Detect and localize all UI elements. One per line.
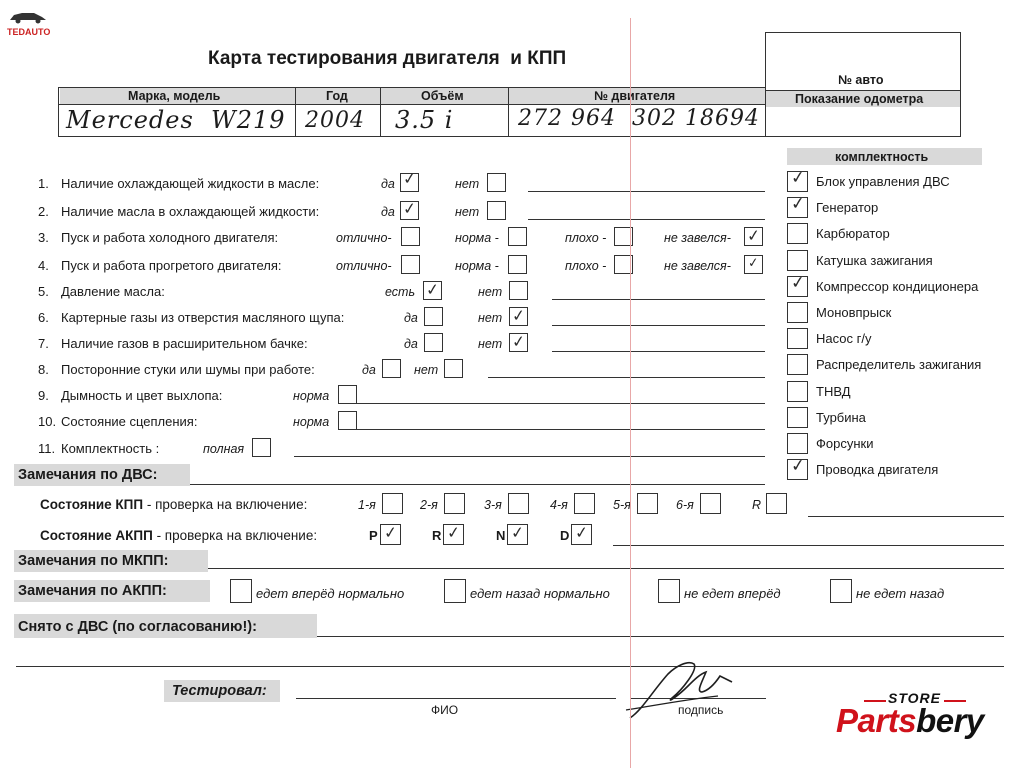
completeness-checkbox[interactable] [787, 354, 808, 375]
check-number: 1. [38, 176, 49, 191]
option-label: плохо - [565, 231, 607, 245]
auto-option-checkbox[interactable] [444, 579, 466, 603]
volume-value: 3.5 i [395, 106, 454, 134]
option-label: да [381, 177, 395, 191]
completeness-item-label: Распределитель зажигания [816, 357, 982, 373]
gear-checkbox[interactable] [382, 493, 403, 514]
gear-label: R [432, 528, 442, 543]
notes-line [552, 351, 765, 352]
tested-by-label: Тестировал: [172, 683, 267, 699]
margin-line [630, 18, 631, 768]
auto-gearbox-label: Состояние АКПП - проверка на включение: [40, 528, 318, 543]
gear-checkbox[interactable] [443, 524, 464, 545]
col-year-header: Год [326, 89, 348, 103]
auto-option-checkbox[interactable] [230, 579, 252, 603]
completeness-checkbox[interactable] [787, 193, 808, 218]
check-number: 3. [38, 230, 49, 245]
auto-option-label: не едет назад [856, 586, 945, 601]
check-mark-icon: ✓ [510, 305, 527, 326]
check-number: 11. [38, 441, 56, 456]
option-label: плохо - [565, 259, 607, 273]
check-text: Посторонние стуки или шумы при работе: [61, 362, 315, 377]
check-number: 5. [38, 284, 49, 299]
check-text: Давление масла: [61, 284, 165, 299]
check-mark-icon: ✓ [424, 279, 441, 300]
check-mark-icon: ✓ [789, 455, 807, 477]
checkbox-no[interactable] [487, 173, 506, 192]
option-label: нет [478, 337, 503, 351]
gear-label: D [560, 528, 570, 543]
car-number-label: № авто [838, 73, 884, 87]
store-text: STORE [888, 690, 941, 706]
check-text: Пуск и работа холодного двигателя: [61, 230, 279, 245]
checkbox-did-not-start[interactable] [744, 255, 763, 274]
notes-line [357, 403, 765, 404]
option-label: да [362, 363, 376, 377]
auto-option-label: едет вперёд нормально [256, 586, 405, 601]
checkbox-no[interactable] [444, 359, 463, 378]
model-value: Mercedes W219 [66, 106, 286, 134]
option-label: да [404, 337, 418, 351]
check-number: 10. [38, 414, 57, 429]
option-label: нет [478, 285, 503, 299]
completeness-checkbox[interactable] [787, 302, 808, 323]
completeness-checkbox[interactable] [787, 381, 808, 402]
blank-line [16, 666, 1004, 667]
gear-checkbox[interactable] [507, 524, 528, 545]
gear-checkbox[interactable] [508, 493, 529, 514]
notes-line [528, 219, 765, 220]
gear-label: 1-я [358, 498, 376, 512]
option-label: нет [478, 311, 503, 325]
completeness-item-label: Проводка двигателя [816, 462, 939, 478]
option-label: полная [203, 442, 245, 456]
completeness-title: комплектность [835, 150, 929, 164]
option-label: отлично- [336, 231, 392, 245]
completeness-item-label: ТНВД [816, 383, 851, 399]
car-logo-icon [8, 8, 48, 24]
completeness-checkbox[interactable] [787, 328, 808, 349]
gear-label: P [369, 528, 378, 543]
remarks-auto-label: Замечания по АКПП: [18, 583, 167, 599]
fio-label: ФИО [431, 703, 459, 717]
completeness-item-label: Катушка зажигания [816, 252, 933, 268]
check-mark-icon: ✓ [401, 168, 418, 189]
manual-gearbox-label: Состояние КПП - проверка на включение: [40, 497, 308, 512]
gear-label: 2-я [420, 498, 438, 512]
check-text: Дымность и цвет выхлопа: [61, 388, 223, 403]
gear-checkbox[interactable] [571, 524, 592, 545]
completeness-checkbox[interactable] [787, 455, 808, 480]
gear-checkbox[interactable] [444, 493, 465, 514]
remarks-engine-label: Замечания по ДВС: [18, 467, 158, 483]
notes-line [528, 191, 765, 192]
option-label: есть [385, 285, 416, 299]
completeness-item-label: Компрессор кондиционера [816, 278, 979, 294]
gear-label: N [496, 528, 506, 543]
gear-checkbox[interactable] [637, 493, 658, 514]
odometer-label: Показание одометра [795, 92, 924, 106]
check-mark-icon: ✓ [382, 522, 399, 543]
check-mark-icon: ✓ [445, 522, 462, 543]
remarks-manual-line [208, 568, 1004, 569]
check-mark-icon: ✓ [789, 193, 807, 215]
partsbery-logo [836, 690, 1011, 748]
notes-line [552, 325, 765, 326]
check-number: 8. [38, 362, 49, 377]
gear-label: R [752, 498, 762, 512]
checkbox-yes[interactable] [424, 307, 443, 326]
handwritten-signature [622, 652, 742, 724]
checkbox-normal[interactable] [338, 411, 357, 430]
check-text: Наличие охлаждающей жидкости в масле: [61, 176, 320, 191]
col-model-header: Марка, модель [128, 89, 221, 103]
check-mark-icon: ✓ [745, 225, 762, 246]
completeness-item-label: Карбюратор [816, 226, 890, 242]
check-number: 6. [38, 310, 49, 325]
partsbery-text: Partsbery [836, 702, 984, 739]
fio-line [296, 698, 616, 699]
check-mark-icon: ✓ [789, 167, 807, 189]
checkbox-yes[interactable] [423, 281, 442, 300]
checkbox-no[interactable] [509, 281, 528, 300]
auto-option-label: едет назад нормально [470, 586, 610, 601]
manual-gearbox-line [808, 516, 1004, 517]
option-label: норма [293, 415, 330, 429]
option-label: не завелся- [664, 259, 731, 273]
gear-checkbox[interactable] [700, 493, 721, 514]
notes-line [357, 429, 765, 430]
year-value: 2004 [305, 108, 365, 133]
option-label: норма [293, 389, 330, 403]
completeness-item-label: Форсунки [816, 436, 874, 451]
checkbox-yes[interactable] [424, 333, 443, 352]
check-number: 7. [38, 336, 49, 351]
option-label: нет [455, 205, 480, 219]
check-text: Пуск и работа прогретого двигателя: [61, 258, 282, 273]
gear-checkbox[interactable] [574, 493, 595, 514]
completeness-item-label: Моновпрыск [816, 305, 892, 320]
completeness-item-label: Генератор [816, 200, 879, 216]
checkbox-full[interactable] [252, 438, 271, 457]
engine-number-value: 272 964 302 18694 [518, 106, 760, 131]
check-text: Наличие масла в охлаждающей жидкости: [61, 204, 320, 219]
removed-label: Снято с ДВС (по согласованию!): [18, 619, 257, 635]
option-label: да [381, 205, 395, 219]
gear-label: 3-я [484, 498, 502, 512]
option-label: отлично- [336, 259, 392, 273]
completeness-item-label: Насос г/у [816, 331, 872, 347]
checkbox-did-not-start[interactable] [744, 227, 763, 246]
check-text: Состояние сцепления: [61, 414, 198, 429]
option-label: не завелся- [664, 231, 731, 245]
checkbox-no[interactable] [509, 307, 528, 326]
completeness-checkbox[interactable] [787, 250, 808, 271]
checkbox-yes[interactable] [400, 168, 419, 192]
completeness-checkbox[interactable] [787, 407, 808, 428]
option-label: да [404, 311, 418, 325]
gear-label: 6-я [676, 498, 694, 512]
checkbox-normal[interactable] [508, 255, 527, 274]
check-text: Комплектность : [61, 441, 160, 456]
check-number: 2. [38, 204, 49, 219]
option-label: норма - [455, 231, 499, 245]
completeness-checkbox[interactable] [787, 433, 808, 454]
removed-line [317, 636, 1004, 637]
gear-checkbox[interactable] [380, 524, 401, 545]
signature-label: подпись [678, 703, 724, 717]
check-number: 9. [38, 388, 49, 403]
remarks-engine-line [190, 484, 765, 485]
option-label: нет [455, 177, 480, 191]
gear-label: 5-я [613, 498, 631, 512]
check-text: Наличие газов в расширительном бачке: [61, 336, 308, 351]
check-mark-icon: ✓ [401, 198, 418, 219]
checkbox-excellent[interactable] [401, 227, 420, 246]
notes-line [552, 299, 765, 300]
tedauto-logo [4, 8, 52, 38]
auto-option-checkbox[interactable] [658, 579, 680, 603]
checkbox-no[interactable] [487, 201, 506, 220]
check-number: 4. [38, 258, 49, 273]
gear-label: 4-я [550, 498, 568, 512]
checkbox-normal[interactable] [338, 385, 357, 404]
notes-line [294, 456, 765, 457]
check-mark-icon: ✓ [509, 522, 526, 543]
check-mark-icon: ✓ [789, 272, 807, 294]
check-mark-icon: ✓ [573, 522, 590, 543]
completeness-item-label: Блок управления ДВС [816, 174, 950, 189]
col-engine-header: № двигателя [594, 89, 676, 103]
col-volume-header: Объём [421, 89, 464, 103]
checkbox-no[interactable] [509, 333, 528, 352]
checkbox-yes[interactable] [400, 198, 419, 220]
completeness-item-label: Турбина [816, 409, 866, 425]
completeness-checkbox[interactable] [787, 167, 808, 192]
completeness-checkbox[interactable] [787, 223, 808, 244]
option-label: нет [414, 363, 439, 377]
option-label: норма - [455, 259, 499, 273]
page-title: Карта тестирования двигателя и КПП [208, 48, 567, 69]
notes-line [488, 377, 765, 378]
completeness-checkbox[interactable] [787, 272, 808, 297]
check-mark-icon: ✓ [747, 255, 760, 272]
gear-checkbox[interactable] [766, 493, 787, 514]
remarks-manual-label: Замечания по МКПП: [18, 553, 169, 569]
check-text: Картерные газы из отверстия масляного щупа: [61, 310, 345, 325]
checkbox-normal[interactable] [508, 227, 527, 246]
checkbox-excellent[interactable] [401, 255, 420, 274]
check-mark-icon: ✓ [510, 331, 527, 352]
auto-gearbox-line [613, 545, 1004, 546]
auto-option-label: не едет вперёд [684, 586, 781, 601]
auto-option-checkbox[interactable] [830, 579, 852, 603]
checkbox-yes[interactable] [382, 359, 401, 378]
tedauto-text: TEDAUTO [7, 27, 51, 37]
